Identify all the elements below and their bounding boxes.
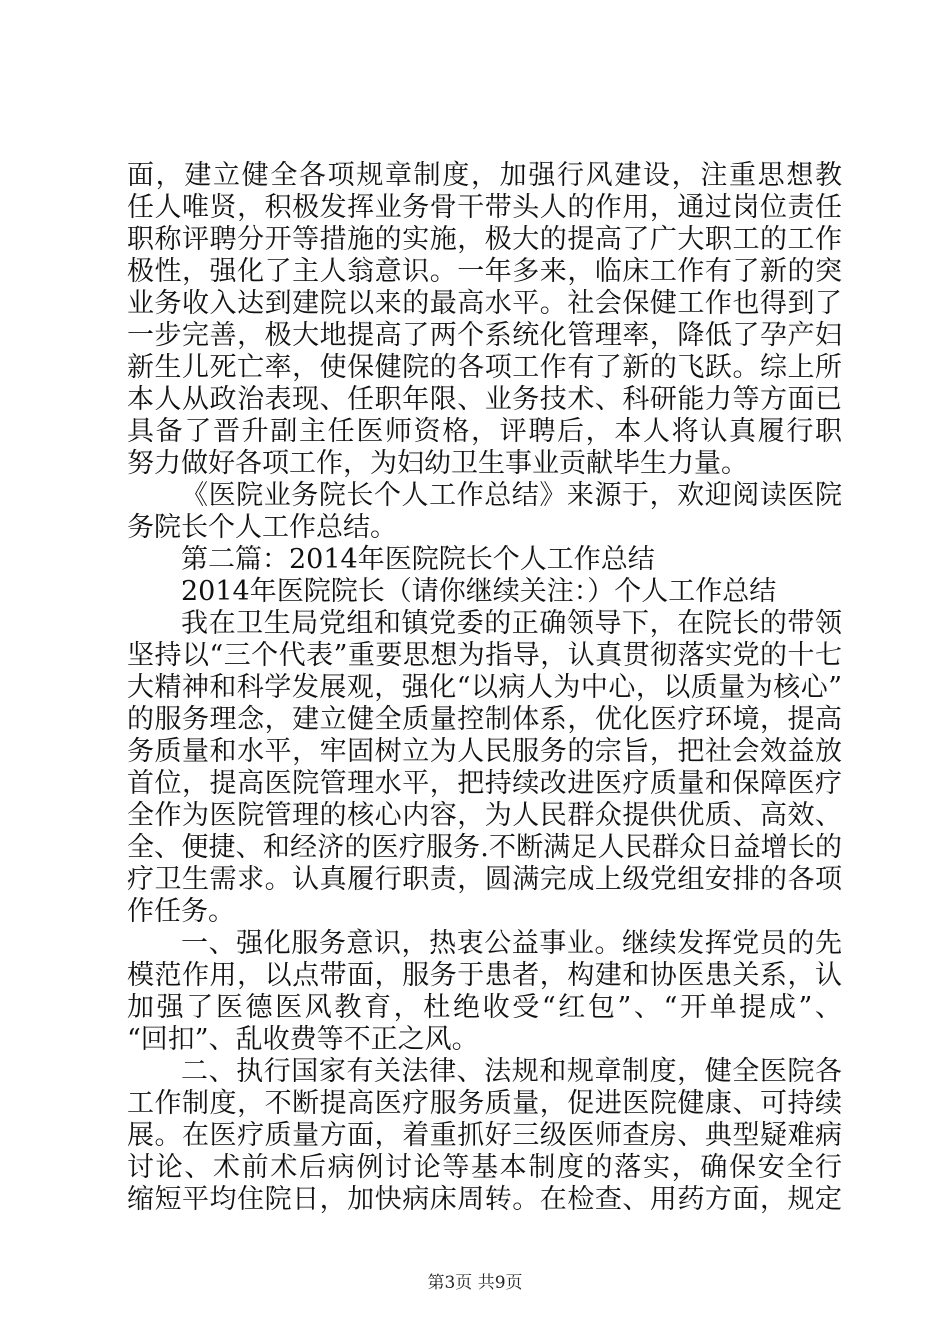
section-heading: 第二篇：2014年医院院长个人工作总结 [181, 544, 655, 575]
text-line: 职称评聘分开等措施的实施，极大的提高了广大职工的工作 [127, 224, 842, 255]
text-line: 加强了医德医风教育，杜绝收受“红包”、“开单提成”、 [127, 992, 842, 1023]
text-line: 缩短平均住院日，加快病床周转。在检查、用药方面，规定 [127, 1184, 842, 1215]
text-line: 全、便捷、和经济的医疗服务.不断满足人民群众日益增长的 [127, 832, 842, 863]
text-line: 务院长个人工作总结。 [127, 512, 397, 543]
text-line: 疗卫生需求。认真履行职责，圆满完成上级党组安排的各项 [127, 864, 842, 895]
text-line: 一步完善，极大地提高了两个系统化管理率，降低了孕产妇 [127, 320, 842, 351]
text-line: 展。在医疗质量方面，着重抓好三级医师查房、典型疑难病 [127, 1120, 842, 1151]
text-line: “回扣”、乱收费等不正之风。 [127, 1024, 479, 1055]
text-line: 工作制度，不断提高医疗服务质量，促进医院健康、可持续 [127, 1088, 842, 1119]
text-line: 具备了晋升副主任医师资格，评聘后，本人将认真履行职 [127, 416, 842, 447]
text-line: 极性，强化了主人翁意识。一年多来，临床工作有了新的突 [127, 256, 842, 287]
text-line: 任人唯贤，积极发挥业务骨干带头人的作用，通过岗位责任 [127, 192, 842, 223]
text-line: 作任务。 [127, 896, 235, 927]
text-line: 面，建立健全各项规章制度，加强行风建设，注重思想教 [127, 160, 842, 191]
text-line: 模范作用，以点带面，服务于患者，构建和协医患关系，认 [127, 960, 842, 991]
text-line: 本人从政治表现、任职年限、业务技术、科研能力等方面已 [127, 384, 842, 415]
text-line: 我在卫生局党组和镇党委的正确领导下，在院长的带领 [181, 608, 842, 639]
text-line: 《医院业务院长个人工作总结》来源于，欢迎阅读医院 [181, 480, 842, 511]
text-line: 首位，提高医院管理水平，把持续改进医疗质量和保障医疗 [127, 768, 842, 799]
page-number-footer: 第3页 共9页 [427, 1273, 523, 1293]
text-line: 坚持以“三个代表”重要思想为指导，认真贯彻落实党的十七 [127, 640, 842, 671]
document-subtitle: 2014年医院院长（请你继续关注：）个人工作总结 [181, 576, 777, 607]
text-line: 新生儿死亡率，使保健院的各项工作有了新的飞跃。综上所 [127, 352, 842, 383]
text-line: 全作为医院管理的核心内容，为人民群众提供优质、高效、 [127, 800, 842, 831]
text-line: 讨论、术前术后病例讨论等基本制度的落实，确保安全行 [127, 1152, 842, 1183]
document-body [127, 160, 842, 1216]
text-line: 业务收入达到建院以来的最高水平。社会保健工作也得到了 [127, 288, 842, 319]
text-line: 努力做好各项工作，为妇幼卫生事业贡献毕生力量。 [127, 448, 748, 479]
text-line: 一、强化服务意识，热衷公益事业。继续发挥党员的先 [181, 928, 842, 959]
text-line: 务质量和水平，牢固树立为人民服务的宗旨，把社会效益放 [127, 736, 842, 767]
text-line: 二、执行国家有关法律、法规和规章制度，健全医院各 [181, 1056, 842, 1087]
text-line: 的服务理念，建立健全质量控制体系，优化医疗环境，提高 [127, 704, 842, 735]
text-line: 大精神和科学发展观，强化“以病人为中心，以质量为核心” [127, 672, 842, 703]
